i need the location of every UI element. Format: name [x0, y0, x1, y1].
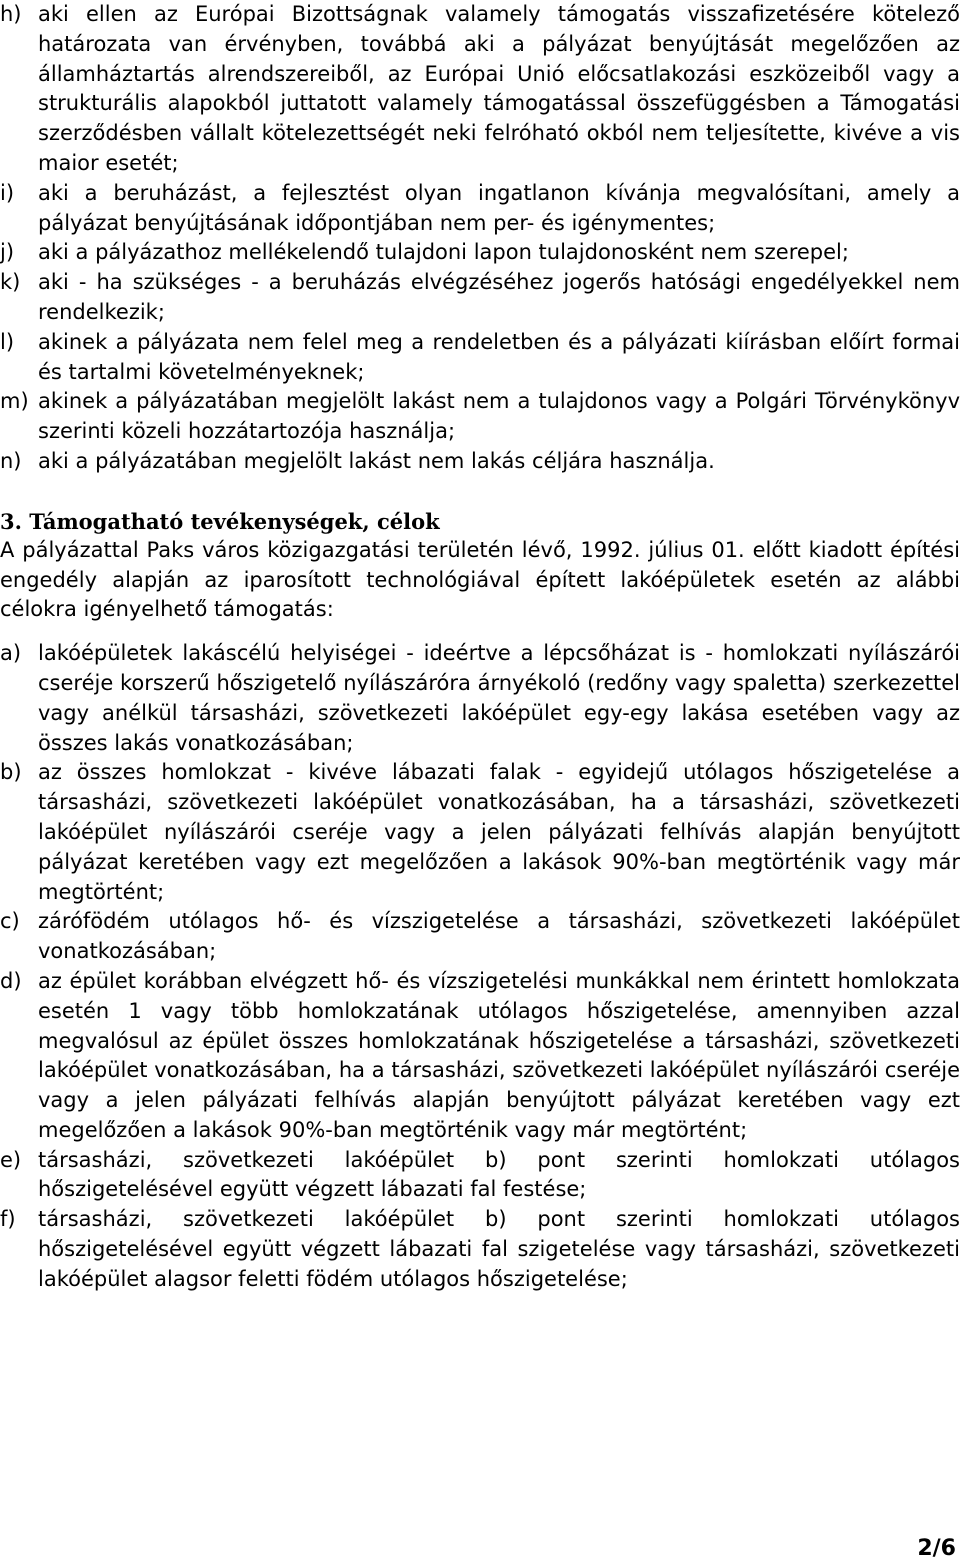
list-item-text: lakóépületek lakáscélú helyiségei - ideértve a lépcsőházat is - homlokzati nyílászárói cseréje korszerű hőszigetelő nyílászáróra árnyékoló (redőny vagy spaletta) szerkezettel vagy anélkül társasházi, szövetkezeti lakóépület egy-egy lakása esetében vagy az összes lakás vonatkozásában;	[38, 641, 960, 755]
list-marker: h)	[0, 2, 22, 26]
list-marker: k)	[0, 270, 21, 295]
list-item-text: társasházi, szövetkezeti lakóépület b) pont szerinti homlokzati utólagos hőszigetelésével együtt végzett lábazati fal szigetelése vagy társasházi, szövetkezeti lakóépület alagsor feletti födém utólagos hőszigetelése;	[38, 1207, 960, 1291]
list-item-text: aki ellen az Európai Bizottságnak valamely támogatás visszafizetésére kötelező határozata van érvényben, továbbá aki a pályázat benyújtását megelőzően az államháztartás alrendszereiből, az Európai Unió előcsatlakozási eszközeiből vagy a strukturális alapokból juttatott valamely támogatással összefüggésben a Támogatási szerződésben vállalt kötelezettségét neki felróható okból nem teljesítette, kivéve a vis maior esetét;	[38, 2, 960, 175]
list-item-text: aki - ha szükséges - a beruházás elvégzéséhez jogerős hatósági engedélyekkel nem rendelkezik;	[38, 270, 960, 324]
list-item-m	[0, 387, 960, 447]
list-marker: n)	[0, 448, 22, 473]
list-item-text: akinek a pályázatában megjelölt lakást nem a tulajdonos vagy a Polgári Törvénykönyv szerinti közeli hozzátartozója használja;	[38, 389, 960, 444]
list-marker: i)	[0, 180, 15, 205]
list-item-i	[0, 179, 960, 239]
list-item-n	[0, 447, 960, 477]
list-marker: l)	[0, 329, 15, 354]
list-item-text: társasházi, szövetkezeti lakóépület b) pont szerinti homlokzati utólagos hőszigetelésével együtt végzett lábazati fal festése;	[38, 1147, 960, 1202]
list-item-h	[0, 0, 960, 179]
list-item-text: aki a pályázatában megjelölt lakást nem lakás céljára használja.	[38, 448, 715, 473]
list-item-a	[0, 639, 960, 758]
list-marker: e)	[0, 1147, 22, 1172]
list-item-text: zárófödém utólagos hő- és vízszigetelése a társasházi, szövetkezeti lakóépület vonatkozásában;	[38, 909, 960, 964]
list-item-b	[0, 758, 960, 907]
list-item-f	[0, 1205, 960, 1294]
list-item-text: aki a beruházást, a fejlesztést olyan ingatlanon kívánja megvalósítani, amely a pályázat benyújtásának időpontjában nem per- és igénymentes;	[38, 180, 960, 235]
list-marker: f)	[0, 1207, 16, 1232]
list-item-l	[0, 328, 960, 388]
eligible-activities-list	[0, 639, 960, 1295]
exclusion-list	[0, 0, 960, 477]
section-3	[0, 507, 960, 625]
list-item-e	[0, 1146, 960, 1206]
list-marker: j)	[0, 240, 15, 265]
list-item-j	[0, 238, 960, 268]
page-number: 2/6	[917, 1536, 956, 1562]
list-marker: m)	[0, 389, 29, 414]
list-item-text: az épület korábban elvégzett hő- és vízszigetelési munkákkal nem érintett homlokzata esetén 1 vagy több homlokzatának utólagos hőszigetelése, amennyiben azzal megvalósul az épület összes homlokzatának hőszigetelése a társasházi, szövetkezeti lakóépület vonatkozásában, ha a társasházi, szövetkezeti lakóépület nyílászárói cseréje vagy a jelen pályázati felhívás alapján benyújtott pályázat keretében vagy ezt megelőzően a lakások 90%-ban megtörténik vagy már megtörtént;	[38, 968, 960, 1142]
list-item-k	[0, 268, 960, 328]
list-marker: b)	[0, 760, 22, 785]
list-item-text: aki a pályázathoz mellékelendő tulajdoni lapon tulajdonosként nem szerepel;	[38, 240, 849, 265]
list-marker: a)	[0, 641, 22, 666]
section-intro-paragraph: A pályázattal Paks város közigazgatási területén lévő, 1992. július 01. előtt kiadott építési engedély alapján az iparosított technológiával épített lakóépületek esetén az alábbi célokra igényelhető támogatás:	[0, 537, 960, 622]
list-marker: c)	[0, 909, 20, 934]
list-item-text: akinek a pályázata nem felel meg a rendeletben és a pályázati kiírásban előírt formai és tartalmi követelményeknek;	[38, 329, 960, 384]
section-heading: 3. Támogatható tevékenységek, célok	[0, 508, 440, 534]
list-item-text: az összes homlokzat - kivéve lábazati falak - egyidejű utólagos hőszigetelése a társasházi, szövetkezeti lakóépület vonatkozásában, ha a társasházi, szövetkezeti lakóépület nyílászárói cseréje vagy a jelen pályázati felhívás alapján benyújtott pályázat keretében vagy ezt megelőzően a lakások 90%-ban megtörténik vagy már megtörtént;	[38, 760, 960, 904]
list-item-c	[0, 907, 960, 967]
list-item-d	[0, 967, 960, 1146]
list-marker: d)	[0, 968, 22, 993]
